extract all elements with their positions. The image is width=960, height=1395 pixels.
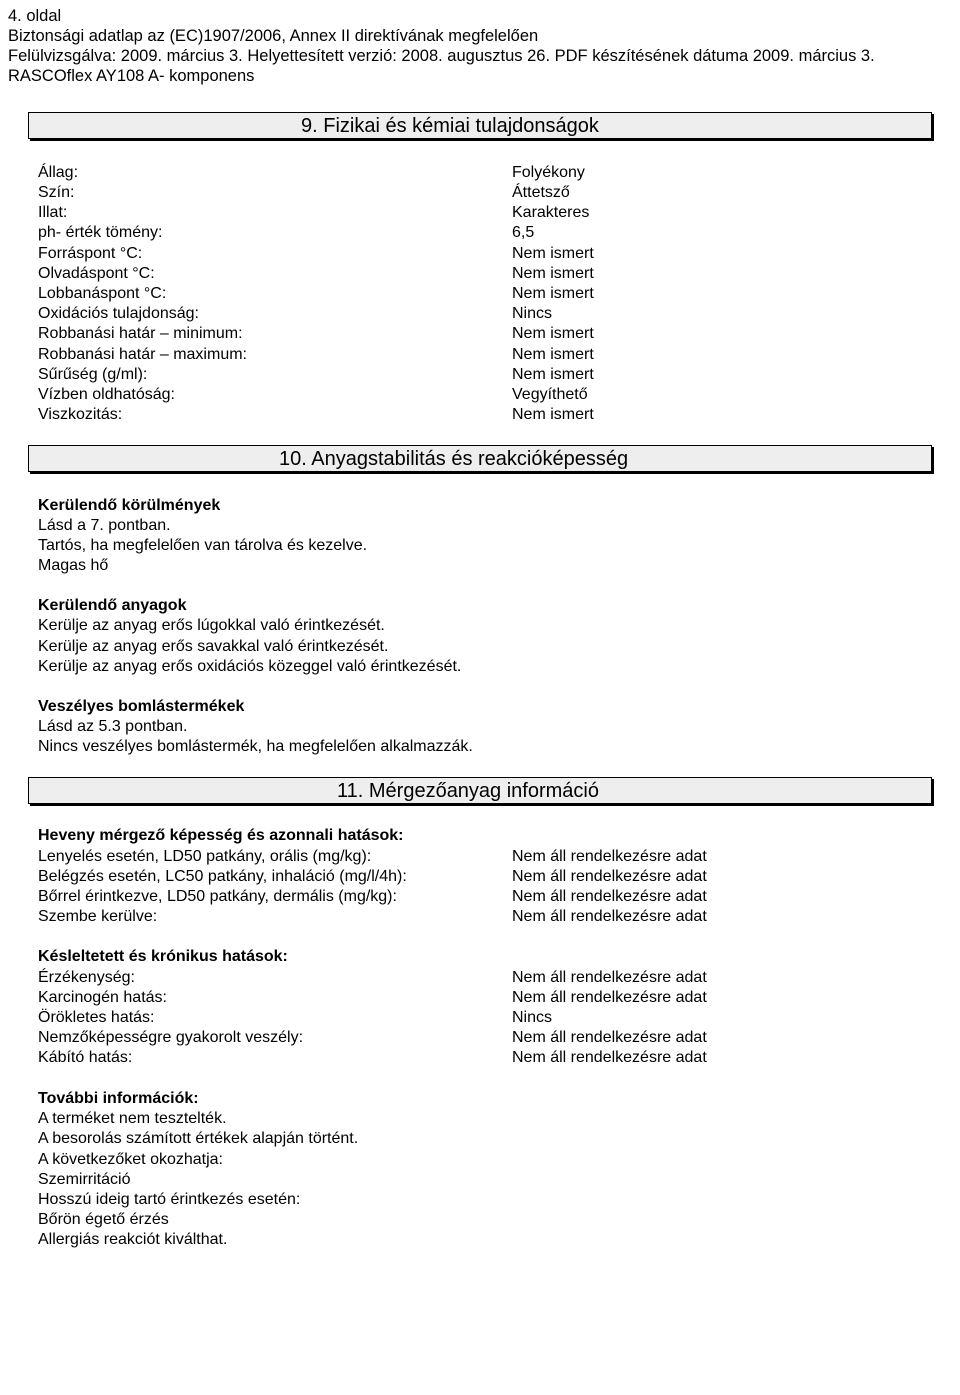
toxicity-value: Nem áll rendelkezésre adat	[512, 1029, 707, 1046]
property-value: Nem ismert	[512, 325, 594, 342]
avoid-materials-heading: Kerülendő anyagok	[38, 597, 187, 614]
section-11-header	[28, 777, 932, 804]
property-value: Áttetsző	[512, 184, 570, 201]
product-name: RASCOflex AY108 A- komponens	[8, 67, 255, 85]
acute-effects-heading: Heveny mérgező képesség és azonnali hatások:	[38, 827, 404, 844]
toxicity-label: Érzékenység:	[38, 969, 135, 986]
toxicity-value: Nem áll rendelkezésre adat	[512, 969, 707, 986]
further-info-heading: További információk:	[38, 1090, 199, 1107]
toxicity-value: Nem áll rendelkezésre adat	[512, 848, 707, 865]
section-9-title: 9. Fizikai és kémiai tulajdonságok	[301, 115, 599, 137]
document-title: Biztonsági adatlap az (EC)1907/2006, Annex II direktívának megfelelően	[8, 27, 539, 45]
property-value: Nem ismert	[512, 406, 594, 423]
section-10-title: 10. Anyagstabilitás és reakcióképesség	[279, 448, 629, 470]
property-label: Robbanási határ – minimum:	[38, 325, 243, 342]
text-line: Bőrön égető érzés	[38, 1211, 169, 1228]
property-label: Olvadáspont °C:	[38, 265, 155, 282]
toxicity-label: Szembe kerülve:	[38, 908, 158, 925]
property-label: Forráspont °C:	[38, 245, 143, 262]
property-value: Vegyíthető	[512, 386, 588, 403]
text-line: Lásd a 7. pontban.	[38, 517, 171, 534]
avoid-conditions-heading: Kerülendő körülmények	[38, 497, 221, 514]
chronic-effects-heading: Késleltetett és krónikus hatások:	[38, 948, 288, 965]
text-line: A terméket nem tesztelték.	[38, 1110, 227, 1127]
toxicity-label: Belégzés esetén, LC50 patkány, inhaláció (mg/l/4h):	[38, 868, 407, 885]
section-9-header	[28, 112, 932, 139]
toxicity-value: Nem áll rendelkezésre adat	[512, 989, 707, 1006]
section-10-header	[28, 445, 932, 472]
property-label: Vízben oldhatóság:	[38, 386, 175, 403]
text-line: A besorolás számított értékek alapján történt.	[38, 1130, 359, 1147]
toxicity-label: Lenyelés esetén, LD50 patkány, orális (mg/kg):	[38, 848, 372, 865]
property-label: ph- érték tömény:	[38, 224, 163, 241]
property-label: Sűrűség (g/ml):	[38, 366, 148, 383]
text-line: Kerülje az anyag erős lúgokkal való érintkezését.	[38, 617, 385, 634]
toxicity-label: Karcinogén hatás:	[38, 989, 167, 1006]
property-label: Viszkozitás:	[38, 406, 123, 423]
text-line: Allergiás reakciót kiválthat.	[38, 1231, 228, 1248]
section-11-title: 11. Mérgezőanyag információ	[337, 780, 599, 802]
property-label: Lobbanáspont °C:	[38, 285, 167, 302]
property-value: Folyékony	[512, 164, 585, 181]
property-value: Nem ismert	[512, 285, 594, 302]
property-value: Nem ismert	[512, 366, 594, 383]
property-value: Nem ismert	[512, 265, 594, 282]
text-line: Szemirritáció	[38, 1171, 131, 1188]
toxicity-label: Nemzőképességre gyakorolt veszély:	[38, 1029, 304, 1046]
property-label: Robbanási határ – maximum:	[38, 346, 247, 363]
toxicity-label: Örökletes hatás:	[38, 1009, 155, 1026]
page-number: 4. oldal	[8, 7, 62, 25]
toxicity-label: Kábító hatás:	[38, 1049, 133, 1066]
revision-info: Felülvizsgálva: 2009. március 3. Helyettesített verzió: 2008. augusztus 26. PDF készítésének dátuma 2009. március 3.	[8, 47, 875, 65]
property-value: 6,5	[512, 224, 535, 241]
text-line: Magas hő	[38, 557, 109, 574]
text-line: Kerülje az anyag erős savakkal való érintkezését.	[38, 638, 389, 655]
decomposition-heading: Veszélyes bomlástermékek	[38, 698, 245, 715]
property-label: Illat:	[38, 204, 68, 221]
text-line: Hosszú ideig tartó érintkezés esetén:	[38, 1191, 301, 1208]
text-line: Lásd az 5.3 pontban.	[38, 718, 188, 735]
property-value: Nincs	[512, 305, 553, 322]
property-label: Oxidációs tulajdonság:	[38, 305, 199, 322]
toxicity-value: Nem áll rendelkezésre adat	[512, 1049, 707, 1066]
property-label: Szín:	[38, 184, 75, 201]
property-value: Nem ismert	[512, 245, 594, 262]
toxicity-label: Bőrrel érintkezve, LD50 patkány, dermális (mg/kg):	[38, 888, 397, 905]
toxicity-value: Nem áll rendelkezésre adat	[512, 868, 707, 885]
text-line: Nincs veszélyes bomlástermék, ha megfelelően alkalmazzák.	[38, 738, 473, 755]
text-line: Kerülje az anyag erős oxidációs közeggel való érintkezését.	[38, 658, 462, 675]
toxicity-value: Nem áll rendelkezésre adat	[512, 908, 707, 925]
property-value: Karakteres	[512, 204, 590, 221]
text-line: Tartós, ha megfelelően van tárolva és kezelve.	[38, 537, 368, 554]
property-label: Állag:	[38, 164, 79, 181]
toxicity-value: Nincs	[512, 1009, 553, 1026]
text-line: A következőket okozhatja:	[38, 1151, 223, 1168]
property-value: Nem ismert	[512, 346, 594, 363]
toxicity-value: Nem áll rendelkezésre adat	[512, 888, 707, 905]
